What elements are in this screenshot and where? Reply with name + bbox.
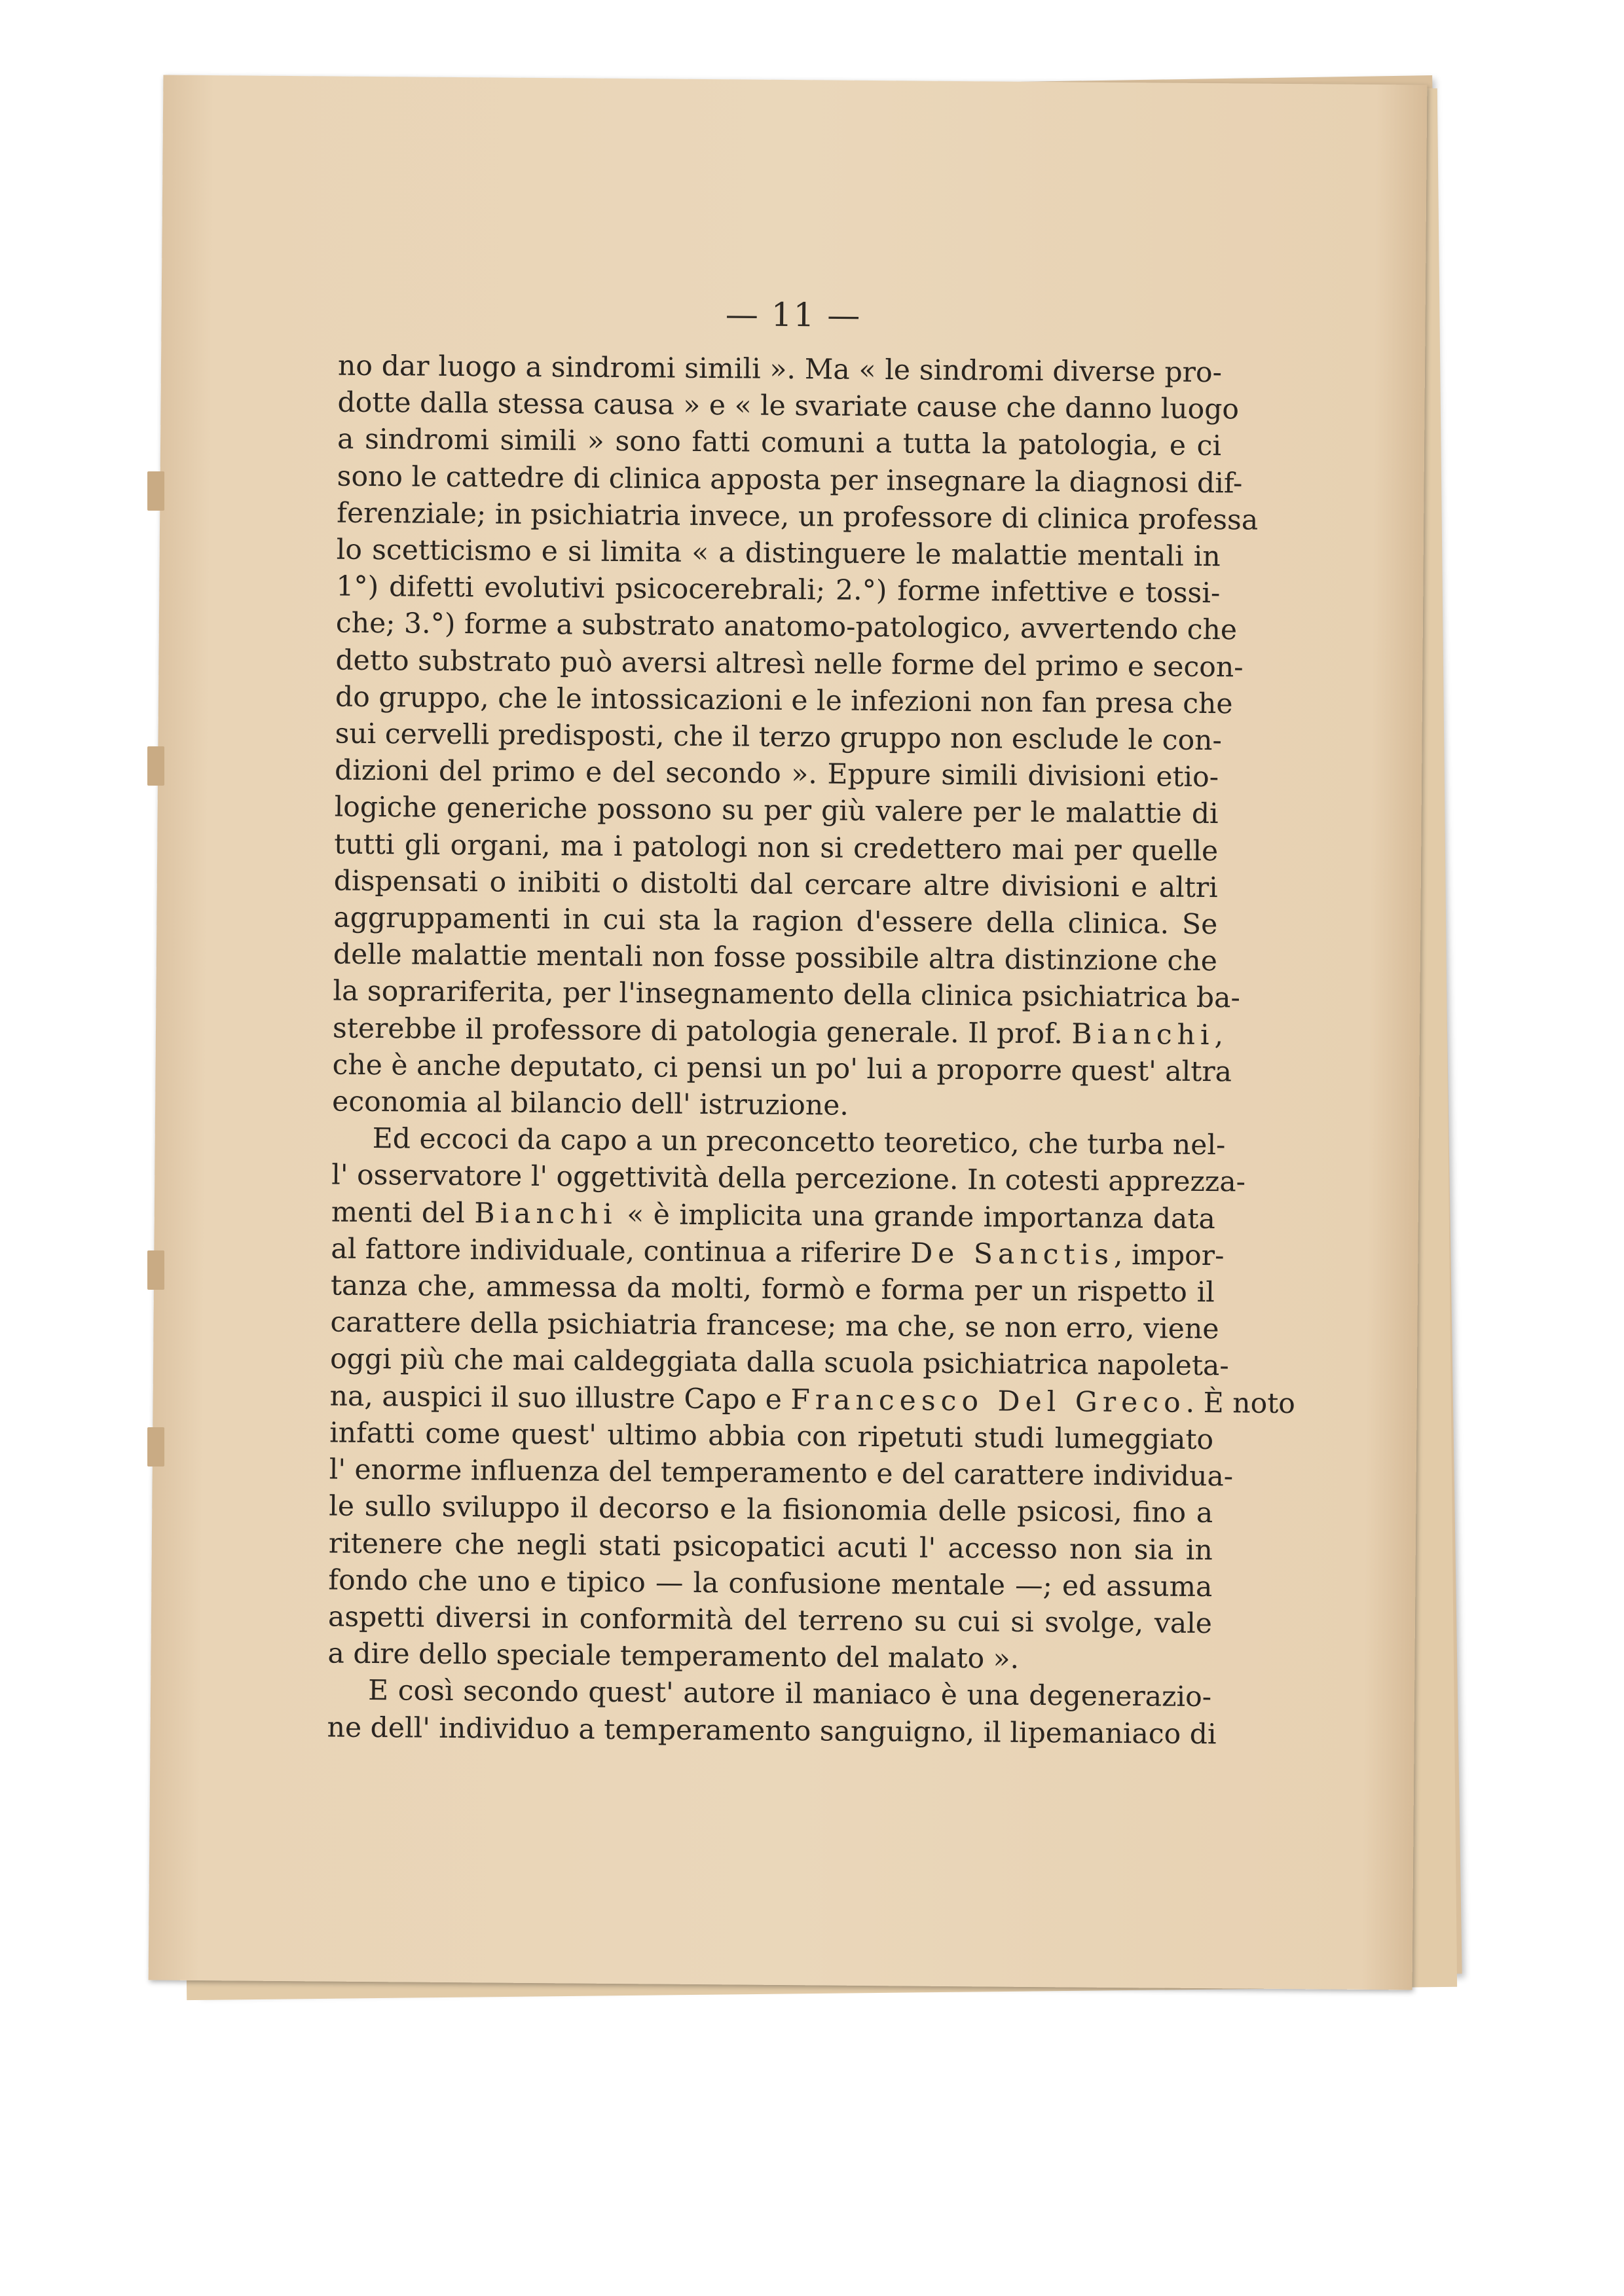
text-run: che; 3.°) forme a substrato anatomo-patologico, avvertendo che: [335, 607, 1238, 647]
text-line: [332, 1084, 1216, 1128]
text-line: [331, 1157, 1246, 1201]
text-line: [334, 863, 1218, 907]
text-line: [333, 974, 1241, 1017]
text-line: [331, 1268, 1215, 1312]
text-run: no dar luogo a sindromi simili ». Ma « le sindromi diverse pro-: [337, 350, 1223, 390]
text-line: [328, 1599, 1212, 1643]
text-line: [335, 753, 1219, 797]
text-run: « è implicita una grande importanza data: [617, 1198, 1215, 1235]
body-text: [327, 348, 1296, 1753]
text-run: dotte dalla stessa causa » e « le svariate cause che danno luogo: [337, 386, 1240, 426]
text-run: al fattore individuale, continua a riferire: [331, 1233, 911, 1270]
spaced-name: Bianchi: [1071, 1018, 1215, 1051]
text-run: l' enorme influenza del temperamento e del carattere individua-: [329, 1453, 1234, 1493]
text-run: economia al bilancio dell' istruzione.: [331, 1085, 849, 1122]
text-line: [337, 495, 1259, 539]
text-line: [329, 1452, 1234, 1496]
text-line: [338, 348, 1222, 392]
text-run: ferenziale; in psichiatria invece, un professore di clinica professa: [337, 497, 1259, 537]
text-line: [335, 679, 1233, 723]
text-line: [329, 1378, 1296, 1422]
binding-tab: [147, 471, 164, 511]
text-run: ,: [1214, 1019, 1224, 1051]
text-line: [332, 1047, 1232, 1091]
binding-tab: [147, 1250, 164, 1290]
text-line: [337, 458, 1243, 502]
text-run: tanza che, ammessa da molti, formò e forma per un rispetto il: [330, 1269, 1215, 1309]
text-run: fondo che uno e tipico — la confusione mentale —; ed assuma: [328, 1564, 1213, 1603]
page-number: — 11 —: [725, 295, 862, 335]
text-run: . È noto: [1185, 1387, 1296, 1420]
text-run: l' osservatore l' oggettività della percezione. In cotesti apprezza-: [331, 1159, 1246, 1199]
text-line: [334, 826, 1218, 870]
text-run: sono le cattedre di clinica apposta per insegnare la diagnosi dif-: [337, 460, 1243, 500]
text-line: [327, 1636, 1211, 1680]
text-line: [332, 1010, 1224, 1054]
text-run: sui cervelli predisposti, che il terzo gruppo non esclude le con-: [335, 718, 1223, 757]
text-run: E così secondo quest' autore il maniaco è una degenerazio-: [367, 1675, 1212, 1714]
text-line: [335, 642, 1244, 686]
document-page: [149, 75, 1428, 1990]
text-run: tutti gli organi, ma i patologi non si credettero mai per quelle: [334, 828, 1219, 867]
text-run: oggi più che mai caldeggiata dalla scuola psichiatrica napoleta-: [329, 1343, 1229, 1383]
text-run: 1°) difetti evolutivi psicocerebrali; 2.°) forme infettive e tossi-: [336, 570, 1221, 610]
spaced-name: Francesco Del Greco: [790, 1383, 1186, 1419]
text-run: dispensati o inibiti o distolti dal cercare altre divisioni e altri: [333, 865, 1218, 904]
text-run: menti del: [331, 1196, 475, 1230]
text-line: [331, 1121, 1226, 1165]
text-line: [331, 1231, 1225, 1275]
text-run: logiche generiche possono su per giù valere per le malattie di: [334, 791, 1219, 831]
text-line: [337, 422, 1221, 465]
text-line: [329, 1525, 1213, 1569]
text-line: [327, 1709, 1217, 1753]
binding-tab: [147, 1427, 164, 1467]
text-run: infatti come quest' ultimo abbia con ripetuti studi lumeggiato: [329, 1417, 1214, 1457]
text-line: [335, 606, 1238, 649]
text-run: la soprariferita, per l'insegnamento della clinica psichiatrica ba-: [333, 975, 1241, 1015]
text-run: a sindromi simili » sono fatti comuni a tutta la patologia, e ci: [337, 423, 1222, 463]
text-run: , impor-: [1113, 1239, 1225, 1273]
text-run: Ed eccoci da capo a un preconcetto teoretico, che turba nel-: [372, 1123, 1226, 1162]
text-run: ne dell' individuo a temperamento sanguigno, il lipemaniaco di: [327, 1711, 1217, 1751]
text-line: [337, 385, 1240, 429]
text-run: che è anche deputato, ci pensi un po' lui a proporre quest' altra: [332, 1049, 1232, 1089]
text-run: na, auspici il suo illustre Capo e: [329, 1380, 791, 1416]
text-line: [329, 1341, 1229, 1385]
text-line: [328, 1562, 1212, 1606]
text-run: a dire dello speciale temperamento del malato ».: [327, 1637, 1020, 1675]
text-line: [337, 532, 1221, 576]
text-line: [329, 1415, 1213, 1459]
spaced-name: Bianchi: [474, 1197, 618, 1231]
text-run: aspetti diversi in conformità del terreno su cui si svolge, vale: [327, 1601, 1213, 1641]
text-run: le sullo sviluppo il decorso e la fisionomia delle psicosi, fino a: [329, 1490, 1213, 1530]
text-run: detto substrato può aversi altresì nelle forme del primo e secon-: [335, 644, 1244, 684]
text-run: aggruppamenti in cui sta la ragion d'essere della clinica. Se: [333, 902, 1218, 941]
text-line: [336, 569, 1220, 613]
text-run: ritenere che negli stati psicopatici acuti l' accesso non sia in: [328, 1527, 1213, 1567]
text-line: [330, 1305, 1219, 1349]
binding-tab: [147, 746, 164, 786]
text-line: [329, 1489, 1213, 1533]
text-run: do gruppo, che le intossicazioni e le infezioni non fan presa che: [335, 681, 1233, 721]
text-line: [331, 1194, 1215, 1238]
text-line: [334, 790, 1218, 833]
text-line: [333, 937, 1217, 981]
text-run: carattere della psichiatria francese; ma che, se non erro, viene: [330, 1306, 1219, 1346]
text-run: dizioni del primo e del secondo ». Eppure simili divisioni etio-: [334, 754, 1219, 794]
spaced-name: De Sanctis: [910, 1237, 1115, 1271]
text-run: lo scetticismo e si limita « a distinguere le malattie mentali in: [336, 534, 1221, 574]
text-line: [327, 1673, 1211, 1717]
text-run: delle malattie mentali non fosse possibile altra distinzione che: [333, 938, 1218, 978]
text-run: sterebbe il professore di patologia generale. Il prof.: [332, 1012, 1072, 1051]
text-line: [333, 900, 1217, 944]
text-line: [335, 716, 1223, 760]
